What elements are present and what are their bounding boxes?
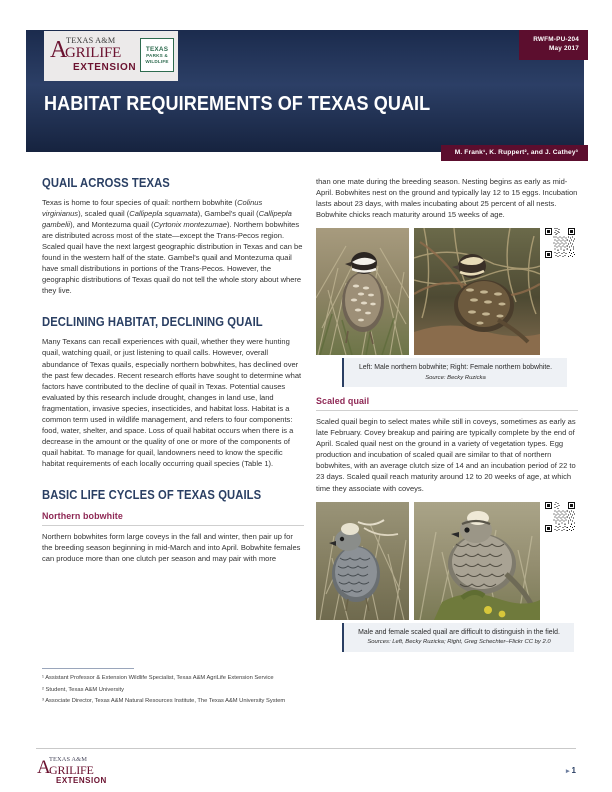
subheading-northern-bobwhite: Northern bobwhite (42, 510, 123, 522)
footnotes-divider (42, 668, 134, 669)
agrilife-logo-line2: GRILIFE (65, 45, 122, 61)
subheading-divider-scaled (316, 410, 578, 411)
photo-male-northern-bobwhite (316, 228, 409, 355)
footer-logo-line1: TEXAS A&M (49, 756, 88, 763)
agrilife-wordmark (50, 35, 136, 77)
agrilife-logo-line1: TEXAS A&M (66, 36, 116, 45)
page-title: HABITAT REQUIREMENTS OF TEXAS QUAIL (44, 92, 431, 115)
figure1-caption-text: Left: Male northern bobwhite; Right: Female northern bobwhite. (358, 364, 553, 372)
photo-scaled-quail-left (316, 502, 409, 620)
doc-date: May 2017 (548, 45, 579, 53)
paragraph-quail-across-texas: Texas is home to four species of quail: northern bobwhite (Colinus virginianus), scaled quail (Callipepla squamata), Gambel's quail (Callipepla gambelii), and Montezuma quail (Cyrtonix montezumae). Northern bobwhites are distributed across most of the state—except the Trans-Pecos region. Scaled quail have the next largest geographic distribution in Texas and can be found in the western half of the state. Gambel's quail and Montezuma quail have small distributions in portions of the Trans-Pecos. However, the geographic distributions of Texas quail do not tell the whole story about where they live. (42, 198, 303, 296)
document-number-tag (519, 30, 588, 60)
figure2-caption-text: Male and female scaled quail are difficult to distinguish in the field. (358, 628, 560, 636)
heading-quail-across-texas: QUAIL ACROSS TEXAS (42, 176, 170, 190)
agrilife-extension-logo (44, 31, 178, 81)
figure-scaled-quail (316, 502, 578, 652)
figure1-photo-row (316, 228, 578, 355)
footer-logo-line2: GRILIFE (49, 763, 94, 777)
agrilife-logo-a-glyph: A (50, 37, 68, 63)
photo-scaled-quail-left-art (316, 502, 409, 620)
page-number (566, 766, 576, 775)
paragraph-declining-habitat: Many Texans can recall experiences with quail, whether they were hunting quail, watching quail, or just listening to quail calls. However, overall abundance of Texas quails, especially northern bobwhites, has declined over the past few decades. Recent research efforts have sought to determine what factors have contributed to the decline of quail in Texas. Potential causes evaluated by this research include drought, changes in land use, land fragmentation, invasive species, insecticides, and habitat loss. Habitat is a common term used in wildlife management, and refers to four components: food, water, shelter, and space. Loss of quail habitat occurs when there is a decrease in the amount or the quality of one or more of the components of quail habitat. To manage for quail, landowners need to know the specific habitat requirements of each locally occurring quail species (Table 1). (42, 337, 302, 468)
qr-code-icon-northern-bobwhite[interactable] (545, 228, 575, 258)
qr-code-icon-scaled-quail[interactable] (545, 502, 575, 532)
footnotes-block (42, 668, 304, 709)
photo-scaled-quail-right (414, 502, 540, 620)
author-byline: M. Frank¹, K. Ruppert², and J. Cathey³ (441, 145, 588, 161)
agrilife-logo-line3: EXTENSION (73, 62, 137, 73)
footer-agrilife-logo (38, 756, 128, 786)
subheading-divider (42, 525, 304, 526)
doc-number: RWFM-PU-204 (533, 36, 579, 43)
figure2-photo-row (316, 502, 578, 620)
photo-male-northern-bobwhite-art (316, 228, 409, 355)
tpw-line2: PARKS & (146, 53, 168, 59)
footnote-1: ¹ Assistant Professor & Extension Wildlife Specialist, Texas A&M AgriLife Extension Service (42, 675, 274, 681)
photo-female-northern-bobwhite-art (414, 228, 540, 355)
figure2-caption (342, 623, 574, 652)
paragraph-scaled-quail: Scaled quail begin to select mates while still in coveys, sometimes as early as late February. Covey breakup and pairing are typically complete by the end of April. Scaled quail nest on the ground in a variety of vegetation types. Egg production and incubation of scaled quail are similar to that of northern bobwhites, with an average clutch size of 14 and an incubation period of 22 to 23 days. Scaled quail reach maturity around 12 to 20 weeks of age, at which time they associate with coveys. (316, 417, 576, 493)
page-arrow-icon: ▸ (566, 768, 570, 775)
page-number-value: 1 (571, 766, 576, 775)
subheading-scaled-quail: Scaled quail (316, 396, 370, 408)
heading-declining-habitat: DECLINING HABITAT, DECLINING QUAIL (42, 315, 263, 330)
footer-logo-line3: EXTENSION (56, 776, 107, 785)
figure1-caption-source: Source: Becky Ruzicka (425, 374, 486, 381)
qr-code-icon-art-2 (545, 502, 575, 532)
footer-logo-a-glyph: A (37, 757, 51, 778)
footnote-2: ² Student, Texas A&M University (42, 686, 125, 693)
left-column (42, 176, 304, 572)
footnote-3: ³ Associate Director, Texas A&M Natural Resources Institute, The Texas A&M University System (42, 698, 286, 705)
tpw-line1: TEXAS (145, 45, 169, 53)
photo-female-northern-bobwhite (414, 228, 540, 355)
footer-divider (36, 748, 576, 749)
tpw-line3: WILDLIFE (145, 58, 169, 64)
paragraph-northern-bobwhite-continued: than one mate during the breeding season. Nesting begins as early as mid-April. Bobwhites nest on the ground and typically lay 12 to 15 eggs. Incubation lasts about 23 days, with males incubating about 25 percent of all nests. Bobwhite chicks reach maturity around 15 weeks of age. (316, 177, 578, 220)
right-column (316, 176, 578, 652)
figure1-caption (342, 358, 567, 387)
figure-northern-bobwhite (316, 228, 578, 387)
texas-parks-wildlife-logo (140, 38, 174, 72)
heading-basic-life-cycles: BASIC LIFE CYCLES OF TEXAS QUAILS (42, 487, 262, 502)
paragraph-northern-bobwhite: Northern bobwhites form large coveys in the fall and winter, then pair up for the breeding season beginning in mid-March and into April. Bobwhite females can produce more than one clutch per season and may pair with more (42, 531, 301, 564)
photo-scaled-quail-right-art (414, 502, 540, 620)
qr-code-icon-art (545, 228, 575, 258)
figure2-caption-source: Sources: Left, Becky Ruzicka; Right, Greg Schechter–Flickr CC by 2.0 (367, 639, 551, 646)
